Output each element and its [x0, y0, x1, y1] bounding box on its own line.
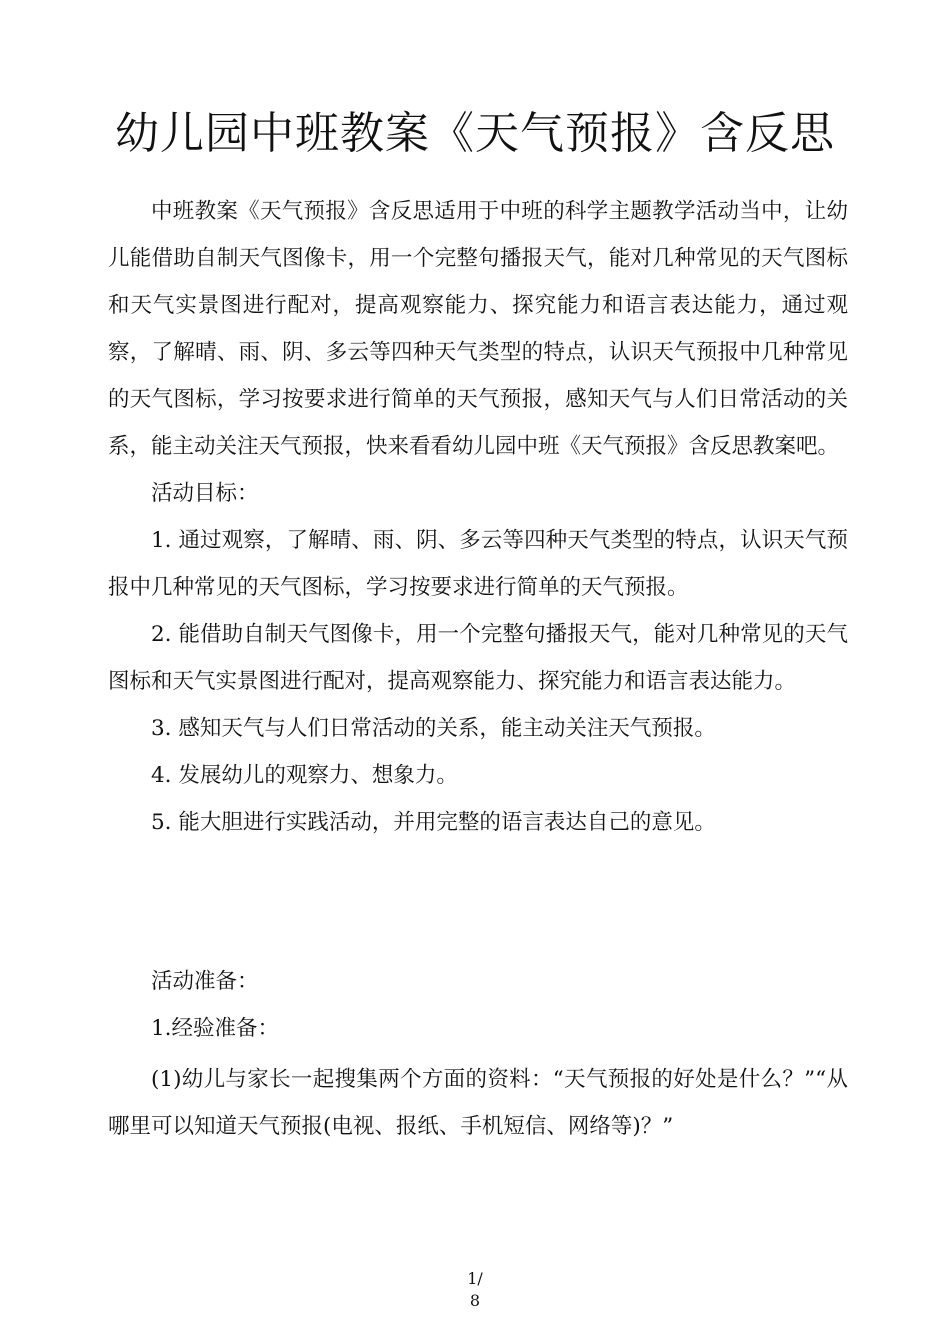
prep-heading: 活动准备：: [151, 969, 259, 994]
goal-item-2: 2. 能借助自制天气图像卡，用一个完整句播报天气，能对几种常见的天气图标和天气实景图进行配对，提高观察能力、探究能力和语言表达能力。: [108, 622, 848, 694]
body-block-1: [108, 188, 848, 846]
goals-heading: 活动目标：: [151, 481, 259, 506]
goal-item-1: 1. 通过观察，了解晴、雨、阴、多云等四种天气类型的特点，认识天气预报中几种常见的天气图标，学习按要求进行简单的天气预报。: [108, 528, 848, 600]
intro-paragraph: 中班教案《天气预报》含反思适用于中班的科学主题教学活动当中，让幼儿能借助自制天气图像卡，用一个完整句播报天气，能对几种常见的天气图标和天气实景图进行配对，提高观察能力、探究能力和语言表达能力，通过观察，了解晴、雨、阴、多云等四种天气类型的特点，认识天气预报中几种常见的天气图标，学习按要求进行简单的天气预报，感知天气与人们日常活动的关系，能主动关注天气预报，快来看看幼儿园中班《天气预报》含反思教案吧。: [108, 199, 848, 459]
page-number-total: 8: [469, 1291, 481, 1310]
page-title: 幼儿园中班教案《天气预报》含反思: [115, 108, 835, 159]
goal-item-3: 3. 感知天气与人们日常活动的关系，能主动关注天气预报。: [151, 716, 716, 741]
goal-item-4: 4. 发展幼儿的观察力、想象力。: [151, 763, 458, 788]
prep-item-1-1: (1)幼儿与家长一起搜集两个方面的资料：“天气预报的好处是什么？”“从哪里可以知道天气预报(电视、报纸、手机短信、网络等)？”: [108, 1067, 848, 1139]
prep-item-1: 1.经验准备：: [151, 1016, 280, 1041]
body-block-2: [108, 958, 848, 1150]
page-number-current: 1/: [467, 1269, 483, 1288]
page-number: [0, 1268, 950, 1312]
goal-item-5: 5. 能大胆进行实践活动，并用完整的语言表达自己的意见。: [151, 810, 716, 835]
